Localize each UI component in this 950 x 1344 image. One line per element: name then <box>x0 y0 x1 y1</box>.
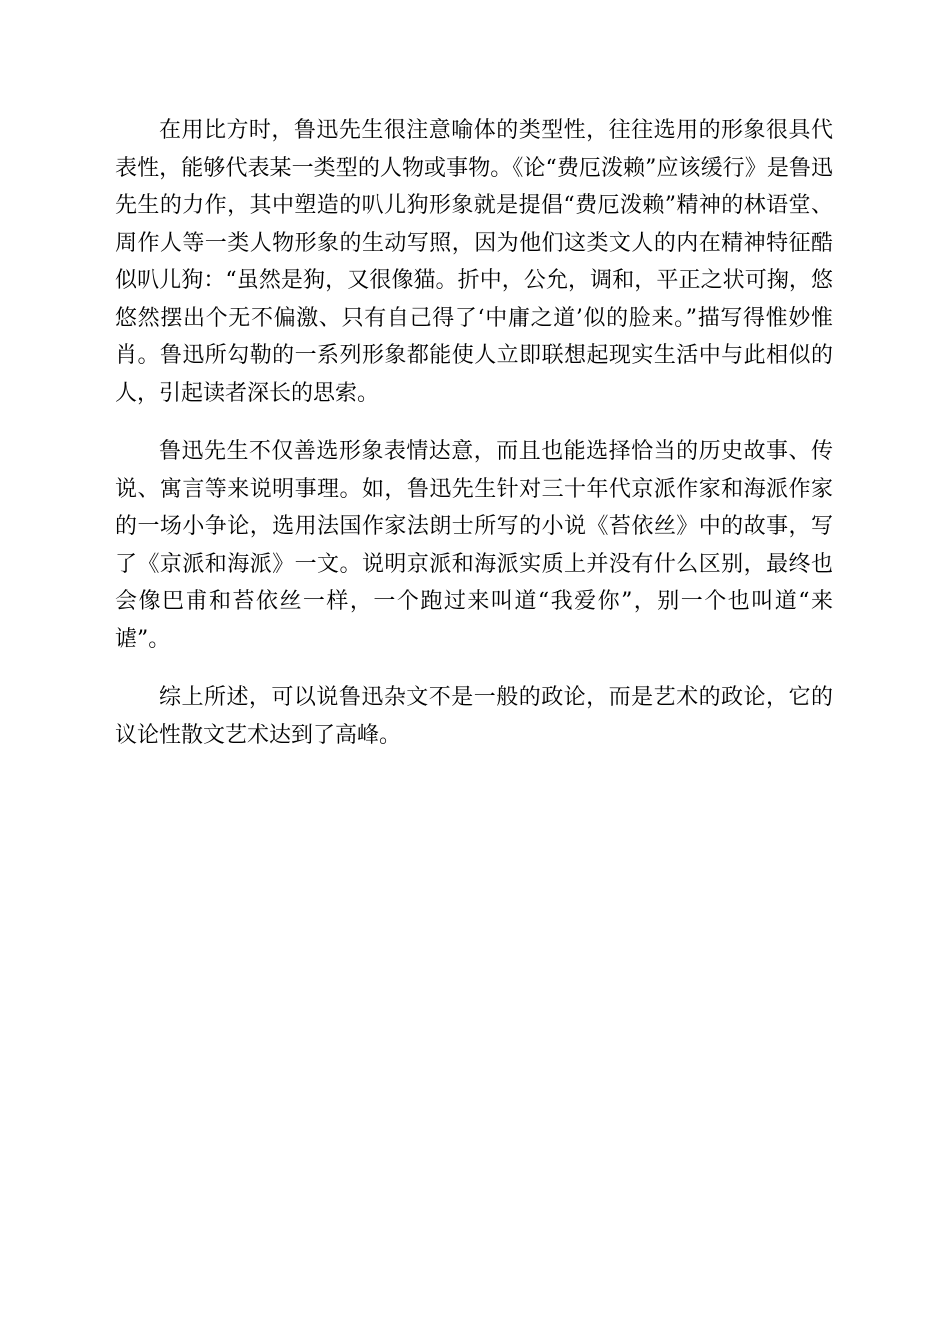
document-body <box>115 112 833 775</box>
text-line: 谑”。 <box>115 626 171 652</box>
text-line: 会像巴甫和苔依丝一样，一个跑过来叫道“我爱你”，别一个也叫道“来 <box>115 589 833 614</box>
text-line: 表性，能够代表某一类型的人物或事物。《论“费厄泼赖”应该缓行》是 <box>115 155 789 181</box>
text-line: 可掬，悠悠然摆出个无不偏激、只有自己得了‘中庸之道’似的脸 <box>115 268 833 331</box>
text-line: 来。”描写得惟妙惟肖。鲁迅所勾勒的一系列形象都能使人立即联想起现 <box>115 305 833 368</box>
text-line: 特征酷似叭儿狗：“虽然是狗，又很像猫。折中，公允，调和，平正之状 <box>115 230 833 293</box>
text-line: 说、寓言等来说明事理。如，鲁迅先生针对三十年代京派作家和海派作家 <box>115 476 833 502</box>
text-line: 的一场小争论，选用法国作家法朗士所写的小说《苔依丝》中的故事，写 <box>115 514 833 539</box>
paragraph-historical-stories <box>115 433 833 658</box>
text-line: 了《京派和海派》一文。说明京派和海派实质上并没有什么区别，最终也 <box>115 551 833 577</box>
text-line: 在用比方时，鲁迅先生很注意喻体的类型性，往往选用的形象很具代 <box>159 118 833 143</box>
text-line: 综上所述，可以说鲁迅杂文不是一般的政论，而是艺术的政论，它的 <box>159 685 833 710</box>
text-line: 语堂、周作人等一类人物形象的生动写照，因为他们这类文人的内在精神 <box>115 193 833 256</box>
paragraph-figurative-language <box>115 112 833 412</box>
text-line: 鲁迅先生的力作，其中塑造的叭儿狗形象就是提倡“费厄泼赖”精神的林 <box>115 155 833 218</box>
text-line: 鲁迅先生不仅善选形象表情达意，而且也能选择恰当的历史故事、传 <box>159 439 833 464</box>
text-line: 实生活中与此相似的人，引起读者深长的思索。 <box>115 343 833 406</box>
paragraph-conclusion <box>115 679 833 754</box>
text-line: 议论性散文艺术达到了高峰。 <box>115 722 402 748</box>
